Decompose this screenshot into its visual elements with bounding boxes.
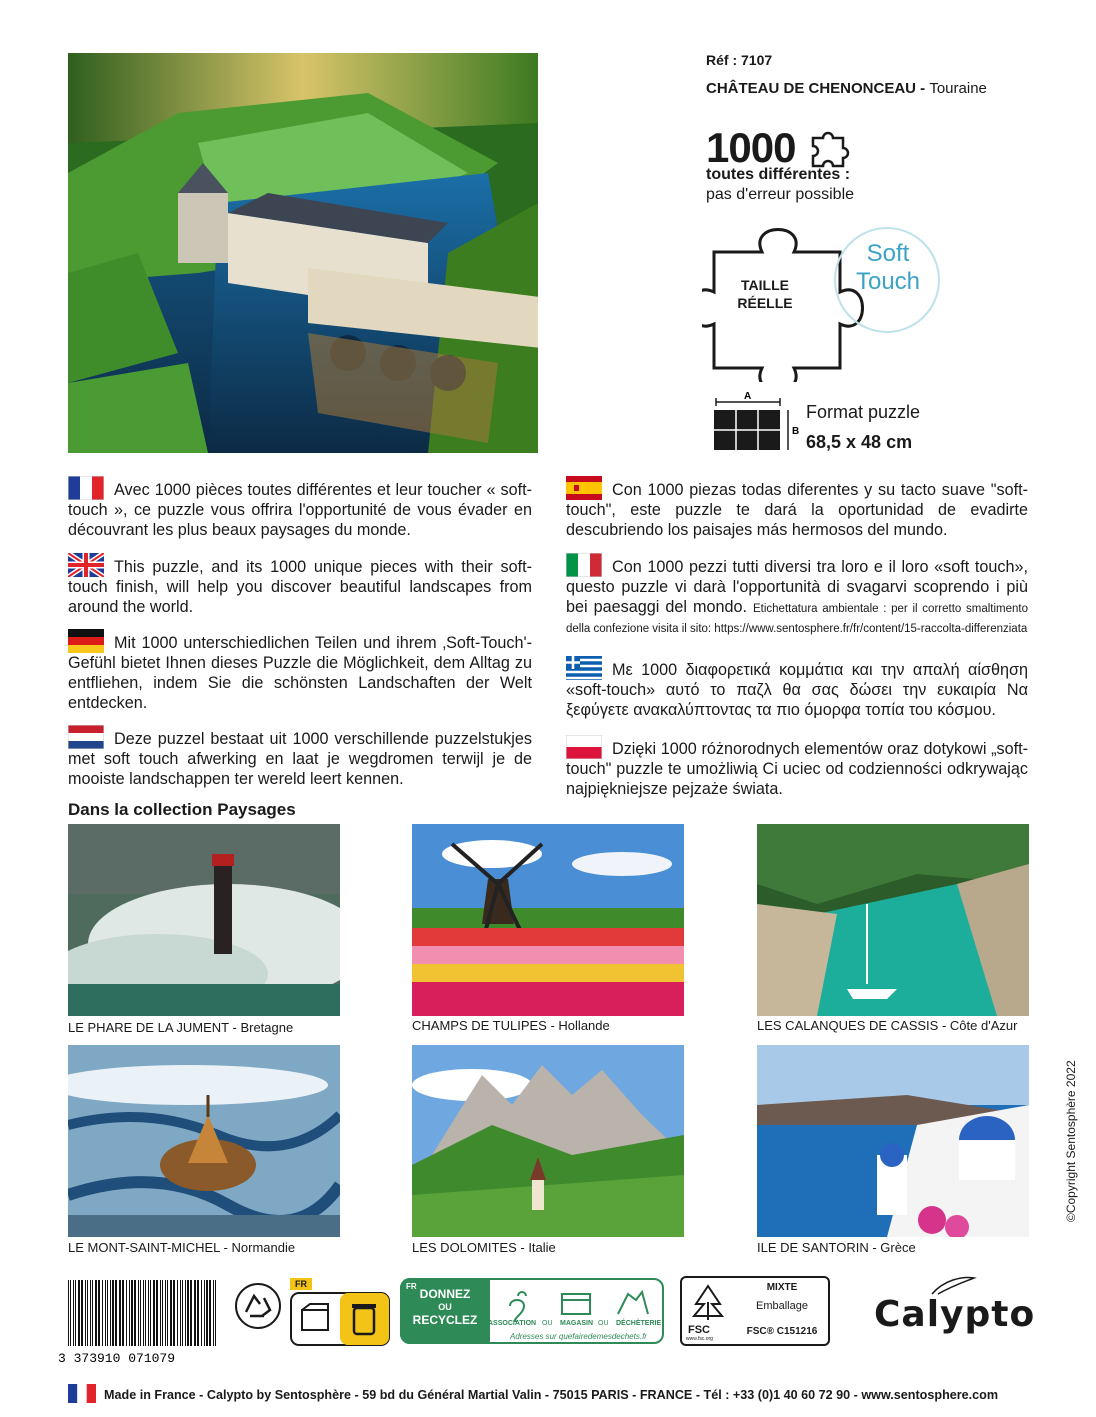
description-pl bbox=[566, 739, 1028, 799]
barcode-bar bbox=[98, 1280, 100, 1346]
barcode-bar bbox=[177, 1280, 178, 1346]
description-nl-text: Deze puzzel bestaat uit 1000 verschillende puzzelstukjes met soft touch afwerking en laat je wegdromen terwijl je de mooiste landschappen ter wereld leert kennen. bbox=[68, 730, 532, 788]
barcode-bar bbox=[187, 1280, 189, 1346]
piece-count-number: 1000 bbox=[706, 124, 796, 171]
format-size: 68,5 x 48 cm bbox=[806, 432, 913, 452]
destination-icons bbox=[498, 1286, 658, 1322]
piece-count bbox=[706, 124, 853, 172]
barcode-bar bbox=[119, 1280, 121, 1346]
barcode-bar bbox=[167, 1280, 168, 1346]
barcode-bar bbox=[115, 1280, 117, 1346]
barcode-bar bbox=[206, 1280, 208, 1346]
barcode-number: 3 373910 071079 bbox=[58, 1351, 176, 1364]
spain-flag-icon bbox=[566, 476, 602, 500]
barcode-bar bbox=[194, 1280, 196, 1346]
dim-b-label: B bbox=[792, 426, 800, 437]
barcode-bar bbox=[90, 1280, 91, 1346]
sorting-box-icon bbox=[290, 1292, 390, 1346]
calypto-logo bbox=[872, 1276, 1036, 1340]
thumb-champs-de-tulipes bbox=[412, 824, 684, 1016]
fsc-logo-text: FSC bbox=[688, 1324, 710, 1336]
fsc-emballage: Emballage bbox=[756, 1300, 808, 1312]
description-it bbox=[566, 557, 1028, 637]
barcode-bar bbox=[150, 1280, 151, 1346]
label-decheterie: DÉCHÈTERIE bbox=[616, 1320, 662, 1327]
real-size-label bbox=[735, 276, 795, 312]
soft-touch-line-1: Soft bbox=[866, 240, 910, 267]
collection-title: Dans la collection Paysages bbox=[68, 800, 296, 819]
barcode-bar bbox=[209, 1280, 211, 1346]
donnez-recyclez-box bbox=[400, 1278, 664, 1344]
barcode-bar bbox=[201, 1280, 202, 1346]
caption-santorin: ILE DE SANTORIN - Grèce bbox=[757, 1240, 916, 1255]
thumb-mont-saint-michel bbox=[68, 1045, 340, 1237]
barcode-bar bbox=[110, 1280, 111, 1346]
triman-icon bbox=[234, 1282, 282, 1330]
label-ou-1: OU bbox=[542, 1320, 553, 1327]
caption-santorin-region: Grèce bbox=[880, 1240, 916, 1255]
donnez-fr-badge: FR bbox=[406, 1282, 417, 1291]
barcode bbox=[56, 1278, 226, 1364]
thumb-dolomites bbox=[412, 1045, 684, 1237]
barcode-bar bbox=[105, 1280, 106, 1346]
barcode-bar bbox=[107, 1280, 108, 1346]
barcode-bar bbox=[156, 1280, 158, 1346]
caption-cassis: LES CALANQUES DE CASSIS - Côte d'Azur bbox=[757, 1018, 1018, 1033]
fsc-site: www.fsc.org bbox=[686, 1336, 713, 1342]
description-en bbox=[68, 557, 532, 617]
barcode-bar bbox=[78, 1280, 80, 1346]
description-en-text: This puzzle, and its 1000 unique pieces with their soft-touch finish, will help you discover beautiful landscapes from around the world. bbox=[68, 558, 532, 616]
uk-flag-icon bbox=[68, 553, 104, 577]
pieces-line-1: toutes différentes : bbox=[706, 166, 851, 183]
france-flag-icon bbox=[68, 476, 104, 500]
label-association: ASSOCIATION bbox=[488, 1320, 537, 1327]
caption-tulipes-name: CHAMPS DE TULIPES bbox=[412, 1018, 547, 1033]
description-it-body: Con 1000 pezzi tutti diversi tra loro e il loro «soft touch», questo puzzle vi darà l'opportunità di svagarvi scoprendo i più bei paesaggi del mondo. bbox=[566, 558, 1028, 616]
description-de bbox=[68, 633, 532, 713]
barcode-bar bbox=[68, 1280, 69, 1346]
pieces-line-2: pas d'erreur possible bbox=[706, 186, 855, 203]
real-size-line-2: RÉELLE bbox=[737, 295, 793, 311]
label-ou-2: OU bbox=[598, 1320, 609, 1327]
description-nl bbox=[68, 729, 532, 789]
real-size-line-1: TAILLE bbox=[741, 277, 789, 293]
barcode-bar bbox=[165, 1280, 166, 1346]
caption-msm-region: Normandie bbox=[231, 1240, 296, 1255]
product-region: Touraine bbox=[929, 80, 987, 97]
donnez-label bbox=[400, 1278, 490, 1344]
product-title-main: CHÂTEAU DE CHENONCEAU - bbox=[706, 80, 930, 97]
thumb-calanques-de-cassis bbox=[757, 824, 1029, 1016]
feather-icon bbox=[928, 1276, 978, 1296]
label-magasin: MAGASIN bbox=[560, 1320, 594, 1327]
barcode-bar bbox=[145, 1280, 146, 1346]
barcode-bar bbox=[173, 1280, 175, 1346]
caption-phare-region: Bretagne bbox=[240, 1020, 294, 1035]
barcode-bar bbox=[87, 1280, 88, 1346]
description-pl-text: Dzięki 1000 różnorodnych elementów oraz dotykowi „soft-touch" puzzle te umożliwią Ci uciec od codzienności odkrywając najpiękniejsze pejzaże świata. bbox=[566, 740, 1028, 798]
barcode-bar bbox=[143, 1280, 144, 1346]
sorting-info bbox=[290, 1278, 390, 1348]
caption-msm-name: LE MONT-SAINT-MICHEL bbox=[68, 1240, 220, 1255]
recycle-address: Adresses sur quefairedemesdechets.fr bbox=[510, 1332, 647, 1341]
product-info bbox=[706, 52, 1066, 97]
footer-france-flag-icon bbox=[68, 1384, 96, 1403]
caption-dolomites-region: Italie bbox=[528, 1240, 556, 1255]
fsc-code: FSC® C151216 bbox=[746, 1326, 818, 1337]
puzzle-piece-icon bbox=[807, 128, 853, 168]
italy-flag-icon bbox=[566, 553, 602, 577]
barcode-bar bbox=[185, 1280, 186, 1346]
barcode-bar bbox=[102, 1280, 103, 1346]
barcode-bar bbox=[162, 1280, 163, 1346]
thumb-santorin bbox=[757, 1045, 1029, 1237]
donnez-word: DONNEZ bbox=[419, 1287, 471, 1301]
barcode-bar bbox=[112, 1280, 114, 1346]
netherlands-flag-icon bbox=[68, 725, 104, 749]
barcode-bar bbox=[92, 1280, 93, 1346]
barcode-bar bbox=[213, 1280, 214, 1346]
description-gr bbox=[566, 660, 1028, 720]
barcode-bar bbox=[138, 1280, 139, 1346]
barcode-bar bbox=[70, 1280, 71, 1346]
reference: Réf : 7107 bbox=[706, 52, 773, 68]
caption-tulipes: CHAMPS DE TULIPES - Hollande bbox=[412, 1018, 610, 1033]
barcode-bar bbox=[75, 1280, 76, 1346]
barcode-bar bbox=[204, 1280, 205, 1346]
footer-address: Made in France - Calypto by Sentosphère - 59 bd du Général Martial Valin - 75015 PARIS - FRANCE - Tél : +33 (0)1 40 60 72 90 - www.sentosphere.com bbox=[104, 1388, 999, 1402]
caption-tulipes-region: Hollande bbox=[558, 1018, 610, 1033]
barcode-bar bbox=[182, 1280, 183, 1346]
donnez-ou: OU bbox=[438, 1302, 452, 1312]
format-label: Format puzzle bbox=[806, 402, 921, 422]
caption-dolomites-name: LES DOLOMITES bbox=[412, 1240, 517, 1255]
product-title bbox=[706, 80, 1066, 97]
barcode-bar bbox=[131, 1280, 133, 1346]
barcode-bar bbox=[95, 1280, 97, 1346]
barcode-bar bbox=[81, 1280, 83, 1346]
fsc-tree-icon bbox=[688, 1282, 728, 1322]
caption-cassis-region: Côte d'Azur bbox=[949, 1018, 1018, 1033]
caption-msm: LE MONT-SAINT-MICHEL - Normandie bbox=[68, 1240, 296, 1255]
barcode-bar bbox=[129, 1280, 130, 1346]
greece-flag-icon bbox=[566, 656, 602, 680]
barcode-bar bbox=[134, 1280, 136, 1346]
barcode-bar bbox=[73, 1280, 74, 1346]
barcode-bar bbox=[126, 1280, 127, 1346]
caption-phare: LE PHARE DE LA JUMENT - Bretagne bbox=[68, 1020, 294, 1035]
description-de-text: Mit 1000 unterschiedlichen Teilen und ihrem ‚Soft-Touch'-Gefühl bietet Ihnen dieses Puzzle die Möglichkeit, dem Alltag zu entfliehen, indem Sie die schönsten Landschaften der Welt entdecken. bbox=[68, 634, 532, 712]
soft-touch-line-2: Touch bbox=[855, 268, 921, 295]
soft-touch-label bbox=[848, 240, 928, 296]
thumb-phare-de-la-jument bbox=[68, 824, 340, 1016]
germany-flag-icon bbox=[68, 629, 104, 653]
description-fr-text: Avec 1000 pièces toutes différentes et leur toucher « soft-touch », ce puzzle vous offrira l'opportunité de vous évader en découvrant les plus beaux paysages du monde. bbox=[68, 481, 532, 539]
barcode-bar bbox=[122, 1280, 124, 1346]
barcode-bar bbox=[153, 1280, 155, 1346]
fsc-mixte: MIXTE bbox=[766, 1282, 798, 1293]
format-dimensions-icon bbox=[710, 392, 806, 454]
caption-dolomites: LES DOLOMITES - Italie bbox=[412, 1240, 556, 1255]
barcode-bar bbox=[197, 1280, 199, 1346]
caption-cassis-name: LES CALANQUES DE CASSIS bbox=[757, 1018, 939, 1033]
description-it-note: Etichettatura ambientale : per il corretto smaltimento della confezione visita il sito: https://www.sentosphere.fr/fr/content/15-raccolta-differenziata bbox=[566, 603, 1028, 635]
barcode-bar bbox=[190, 1280, 192, 1346]
caption-phare-name: LE PHARE DE LA JUMENT bbox=[68, 1020, 229, 1035]
recyclez-word: RECYCLEZ bbox=[412, 1313, 478, 1327]
barcode-bar bbox=[148, 1280, 149, 1346]
barcode-bar bbox=[85, 1280, 86, 1346]
dim-a-label: A bbox=[744, 392, 752, 402]
fsc-label bbox=[680, 1276, 830, 1346]
barcode-bar bbox=[160, 1280, 161, 1346]
barcode-bar bbox=[180, 1280, 181, 1346]
barcode-bar bbox=[140, 1280, 141, 1346]
poland-flag-icon bbox=[566, 735, 602, 759]
chateau-photo bbox=[68, 53, 538, 453]
barcode-bar bbox=[215, 1280, 216, 1346]
caption-santorin-name: ILE DE SANTORIN bbox=[757, 1240, 869, 1255]
barcode-bar bbox=[170, 1280, 172, 1346]
copyright: ©Copyright Sentosphère 2022 bbox=[1064, 1060, 1078, 1222]
brand-name: Calypto bbox=[874, 1294, 1036, 1335]
description-fr bbox=[68, 480, 532, 540]
description-es bbox=[566, 480, 1028, 540]
description-es-text: Con 1000 piezas todas diferentes y su tacto suave "soft-touch", este puzzle te dará la oportunidad de evadirte descubriendo los paisajes más hermosos del mundo. bbox=[566, 481, 1028, 539]
fr-badge: FR bbox=[290, 1278, 312, 1290]
description-gr-text: Με 1000 διαφορετικά κομμάτια και την απαλή αίσθηση «soft-touch» αυτό το παζλ θα σας δώσει την ευκαιρία Να ξεφύγετε ανακαλύπτοντας τα πιο όμορφα τοπία του κόσμου. bbox=[566, 661, 1028, 719]
